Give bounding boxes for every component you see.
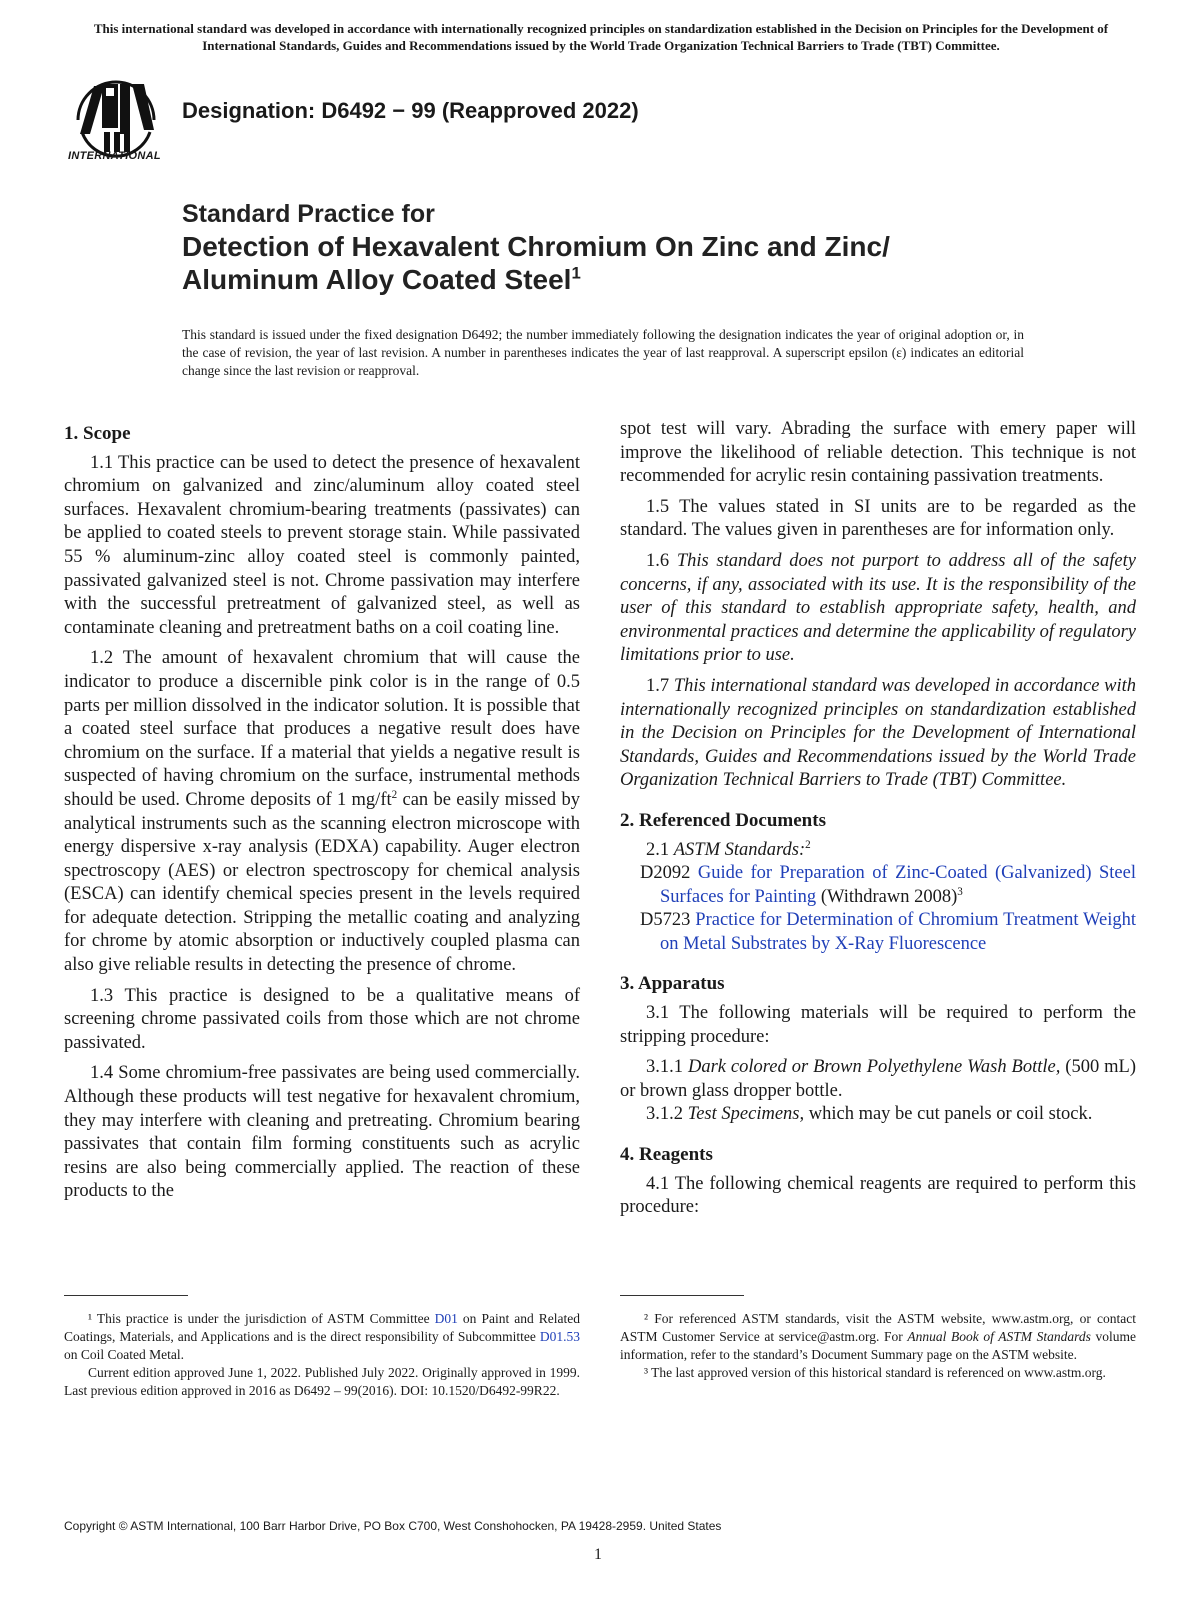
link-d01[interactable]: D01 [434,1311,458,1326]
title-line-3: Aluminum Alloy Coated Steel$^1$ [182,263,581,295]
footnote-divider [620,1295,744,1296]
title-line-2: Detection of Hexavalent Chromium On Zinc and Zinc/ [182,231,890,262]
paragraph-3-1-1: 3.1.1 Dark colored or Brown Polyethylene Wash Bottle, (500 mL) or brown glass dropper bottle. [620,1057,1137,1101]
document-title [182,198,890,296]
left-column [64,418,580,1211]
section-heading-apparatus: 3. Apparatus [620,973,725,995]
paragraph-1-4-cont: spot test will vary. Abrading the surface with emery paper will improve the likelihood of reliable detection. This technique is not recommended for acrylic resin containing passivation treatments. [620,419,1136,487]
page-number: 1 [594,1546,602,1563]
paragraph-1-5: 1.5 The values stated in SI units are to be regarded as the standard. The values given in parentheses are for information only. [620,496,1136,541]
paragraph-3-1-2: 3.1.2 Test Specimens, which may be cut panels or coil stock. [646,1104,1093,1125]
reference-d2092: D2092 Guide for Preparation of Zinc-Coated (Galvanized) Steel Surfaces for Painting (Withdrawn 2008)$^3$ [640,863,1136,907]
footnotes-right [620,1295,1136,1382]
paragraph-1-7: 1.7 This international standard was developed in accordance with internationally recognized principles on standardization established in the Decision on Principles for the Development of International Standards, Guides and Recommendations issued by the World Trade Organization Technical Barriers to Trade (TBT) Committee. [620,675,1137,791]
link-d01-53[interactable]: D01.53 [539,1329,580,1344]
footnote-ref: 1 [571,263,581,283]
paragraph-3-1: 3.1 The following materials will be required to perform the stripping procedure: [620,1003,1136,1047]
paragraph-2-1: 2.1 ASTM Standards:$^2$ [646,838,811,860]
paragraph-1-1: 1.1 This practice can be used to detect the presence of hexavalent chromium on galvanized and zinc/aluminum alloy coated steel surfaces. Hexavalent chromium-bearing treatments (passivates) can be applied to coated steels to prevent storage stain. While passivated 55 % aluminum-zinc alloy coated steel is commonly painted, passivated galvanized steel is not. Chrome passivation may interfere with the successful pretreatment of galvanized steel, as well as contaminate cleaning and pretreatment baths on a coil coating line. [64,452,580,638]
reference-d5723: D5723 Practice for Determination of Chromium Treatment Weight on Metal Substrates by X-Ray Fluorescence [640,910,1137,954]
section-heading-referenced-documents: 2. Referenced Documents [620,809,826,831]
paragraph-1-2: 1.2 The amount of hexavalent chromium that will cause the indicator to produce a discernible pink color is in the range of 0.5 parts per million dissolved in the indicator solution. It is possible that a coated steel surface that produces a negative result does have chromium on the surface. If a material that yields a negative result is suspected of having chromium on the surface, instrumental methods should be used. Chrome deposits of 1 $mg/ft^2$ can be easily missed by analytical instruments such as the scanning electron microscope with energy dispersive x-ray analysis (EDXA) capability. Auger electron spectroscopy (AES) or electron spectroscopy for chemical analysis (ESCA) can identify chemical species present in the levels required for adequate detection. Stripping the metallic coating and analyzing for chrome by atomic absorption or inductively coupled plasma can also give reliable results in detecting the presence of chrome. [64,648,580,976]
paragraph-1-4: 1.4 Some chromium-free passivates are being used commercially. Although these products will test negative for hexavalent chromium, they may interfere with cleaning and pretreating. Chromium bearing passivates that contain film forming constituents such as acrylic resins are also being commercially applied. The reaction of these products to the [64,1063,580,1202]
footnote-3: ³ The last approved version of this historical standard is referenced on www.astm.org. [644,1365,1106,1380]
title-line-1: Standard Practice for [182,200,435,228]
logo-text: INTERNATIONAL [68,150,161,162]
copyright: Copyright © ASTM International, 100 Barr Harbor Drive, PO Box C700, West Conshohocken, PA 19428-2959. United States [64,1519,722,1533]
issued-note: This standard is issued under the fixed designation D6492; the number immediately following the designation indicates the year of original adoption or, in the case of revision, the year of last revision. A number in parentheses indicates the year of last reapproval. A superscript epsilon (ε) indicates an editorial change since the last revision or reapproval. [182,327,1024,378]
designation: Designation: D6492 − 99 (Reapproved 2022) [182,98,639,123]
reference-link-d2092[interactable]: Guide for Preparation of Zinc-Coated (Galvanized) Steel Surfaces for Painting [660,863,1136,907]
footnote-1-edition: Current edition approved June 1, 2022. Published July 2022. Originally approved in 1999. Last previous edition approved in 2016 as D6492 – 99(2016). DOI: 10.1520/D6492-99R22. [64,1365,580,1398]
footnote-divider [64,1295,188,1296]
section-heading-reagents: 4. Reagents [620,1144,713,1166]
paragraph-4-1: 4.1 The following chemical reagents are required to perform this procedure: [620,1173,1136,1218]
section-heading-scope: 1. Scope [64,423,131,444]
paragraph-1-6: 1.6 This standard does not purport to address all of the safety concerns, if any, associated with its use. It is the responsibility of the user of this standard to establish appropriate safety, health, and environmental practices and determine the applicability of regulatory limitations prior to use. [620,550,1137,666]
right-column [620,418,1136,1227]
footnote-1: ¹ This practice is under the jurisdiction of ASTM Committee D01 on Paint and Related Coatings, Materials, and Applications and is the direct responsibility of Subcommittee D01.53 on Coil Coated Metal. [64,1311,580,1362]
footnote-2: ² For referenced ASTM standards, visit the ASTM website, www.astm.org, or contact ASTM Customer Service at service@astm.org. For Annual Book of ASTM Standards volume information, refer to the standard’s Document Summary page on the ASTM website. [620,1311,1137,1362]
paragraph-1-3: 1.3 This practice is designed to be a qualitative means of screening chrome passivated coils from those which are not chrome passivated. [64,985,580,1053]
top-notice: This international standard was developed in accordance with internationally recognized principles on standardization established in the Decision on Principles for the Development of International Standards, Guides and Recommendations issued by the World Trade Organization Technical Barriers to Trade (TBT) Committee. [93,21,1109,53]
reference-link-d5723[interactable]: Practice for Determination of Chromium Treatment Weight on Metal Substrates by X-Ray Fluorescence [660,910,1137,954]
footnotes-left [64,1295,580,1400]
